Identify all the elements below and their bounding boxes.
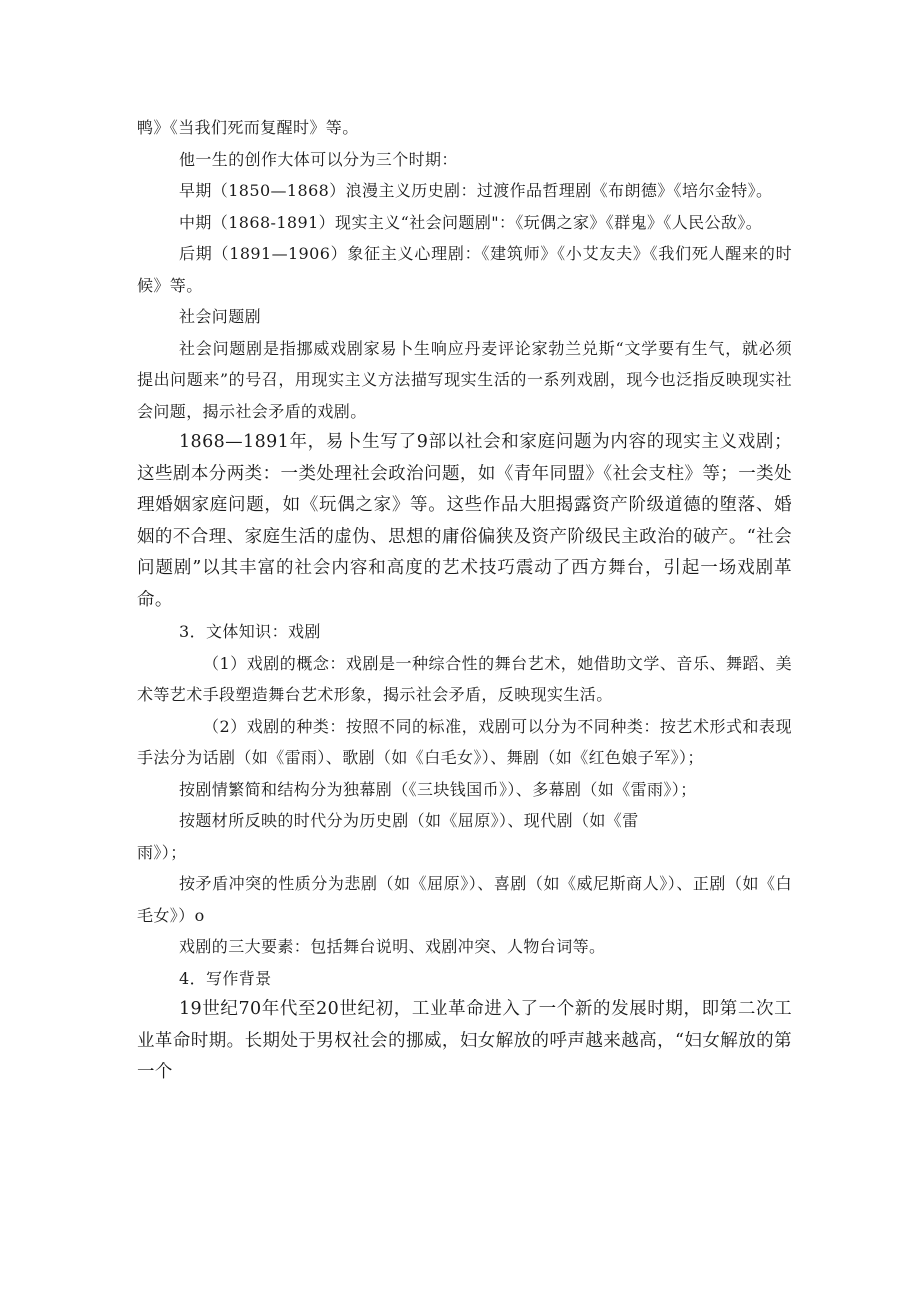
paragraph-drama-by-era: 按题材所反映的时代分为历史剧（如《屈原》）、现代剧（如《雷 [179, 811, 639, 830]
paragraph-middle-period: 中期（1868-1891）现实主义“社会问题剧"：《玩偶之家》《群鬼》《人民公敌》。 [179, 212, 763, 232]
paragraph-early-period: 早期（1850—1868）浪漫主义历史剧：过渡作品哲理剧《布朗德》《培尔金特》。 [179, 181, 773, 200]
paragraph-drama-concept: （1）戏剧的概念：戏剧是一种综合性的舞台艺术，她借助文学、音乐、舞蹈、美术等艺术手段塑造舞台艺术形象，揭示社会矛盾，反映现实生活。 [137, 653, 792, 704]
heading-social-problem-drama: 社会问题剧 [179, 307, 262, 326]
paragraph-social-problem-definition: 社会问题剧是指挪威戏剧家易卜生响应丹麦评论家勃兰兑斯“文学要有生气，就必须提出问题来”的号召，用现实主义方法描写现实生活的一系列戏剧，现今也泛指反映现实社会问题，揭示社会矛盾的戏剧。 [137, 338, 792, 421]
paragraph-ibsen-works: 1868—1891年，易卜生写了9部以社会和家庭问题为内容的现实主义戏剧；这些剧本分两类：一类处理社会政治问题，如《青年同盟》《社会支柱》等；一类处理婚姻家庭问题，如《玩偶之家》等。这些作品大胆揭露资产阶级道德的堕落、婚姻的不合理、家庭生活的虚伪、思想的庸俗偏狭及资产阶级民主政治的破产。“社会问题剧”以其丰富的社会内容和高度的艺术技巧震动了西方舞台，引起一场戏剧革命。 [137, 432, 792, 610]
paragraph-drama-types: （2）戏剧的种类：按照不同的标准，戏剧可以分为不同种类：按艺术形式和表现手法分为话剧（如《雷雨）、歌剧（如《白毛女》）、舞剧（如《红色娘子军》）； [137, 716, 792, 767]
paragraph-drama-elements: 戏剧的三大要素：包括舞台说明、戏剧冲突、人物台词等。 [179, 937, 606, 956]
document-body [137, 112, 792, 1089]
paragraph-late-period: 后期（1891—1906）象征主义心理剧：《建筑师》《小艾友夫》《我们死人醒来的时候》等。 [137, 244, 792, 295]
heading-genre-knowledge: 3．文体知识：戏剧 [179, 622, 321, 641]
paragraph-continuation: 鸭》《当我们死而复醒时》等。 [137, 118, 359, 137]
paragraph-drama-by-conflict: 按矛盾冲突的性质分为悲剧（如《屈原》）、喜剧（如《威尼斯商人》）、正剧（如《白毛女》）o [137, 874, 792, 925]
paragraph-background: 19世纪70年代至20世纪初，工业革命进入了一个新的发展时期，即第二次工业革命时期。长期处于男权社会的挪威，妇女解放的呼声越来越高，“妇女解放的第一个 [137, 999, 792, 1082]
paragraph-periods-intro: 他一生的创作大体可以分为三个时期： [179, 149, 458, 169]
paragraph-drama-by-era-continued: 雨》）； [137, 842, 187, 862]
heading-writing-background: 4．写作背景 [179, 968, 272, 988]
paragraph-drama-by-structure: 按剧情繁简和结构分为独幕剧（《三块钱国币》）、多幕剧（如《雷雨》）； [179, 779, 697, 799]
